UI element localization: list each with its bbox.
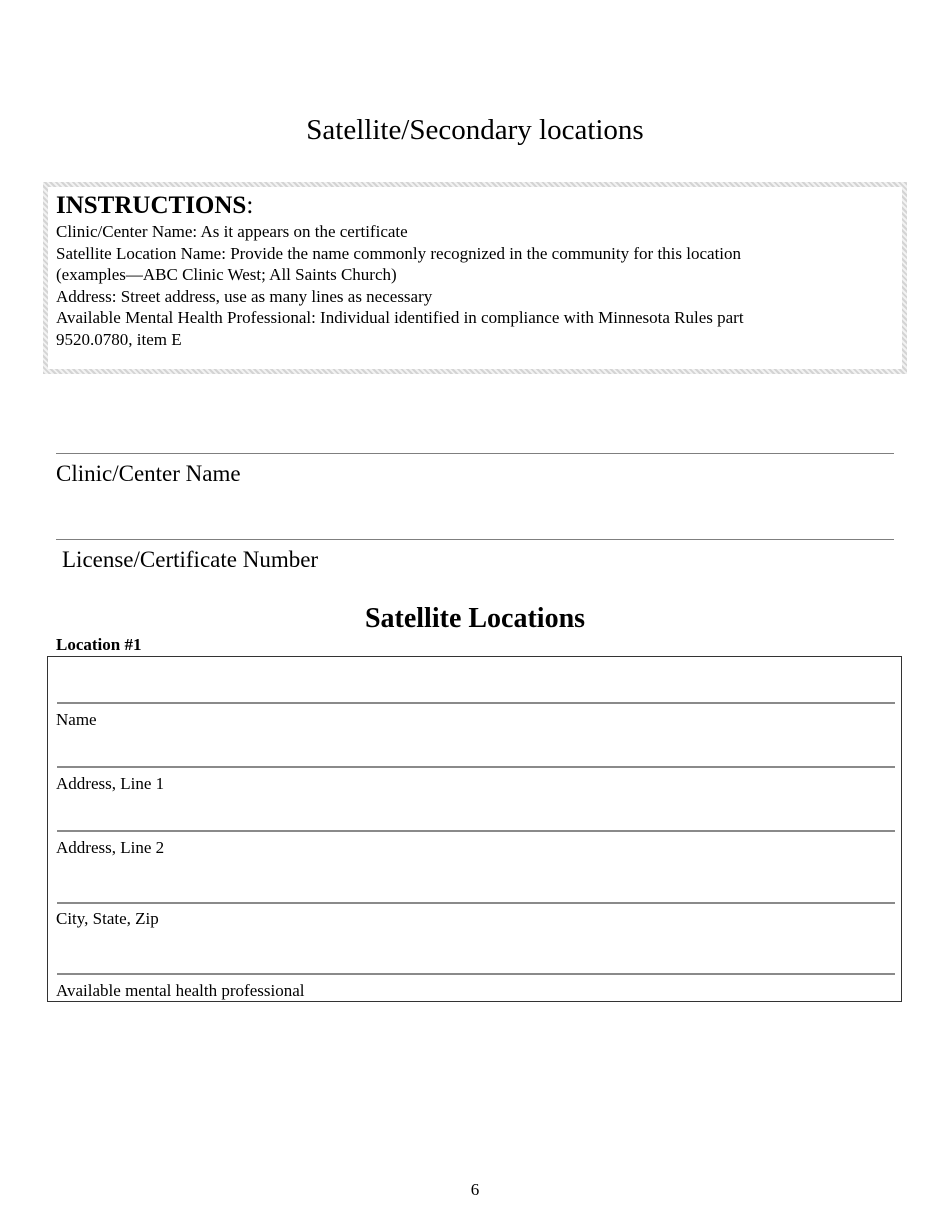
instruction-line-professional: Available Mental Health Professional: Individual identified in compliance with Minnesota Rules part <box>56 308 744 328</box>
instruction-line-clinic-name: Clinic/Center Name: As it appears on the certificate <box>56 222 408 241</box>
page-number: 6 <box>470 1180 480 1199</box>
clinic-name-label: Clinic/Center Name <box>56 461 241 486</box>
address-line-1-line[interactable] <box>57 766 895 768</box>
city-state-zip-line[interactable] <box>57 902 895 904</box>
mental-health-professional-label: Available mental health professional <box>56 981 305 1000</box>
instructions-box <box>43 182 907 374</box>
instructions-heading <box>56 191 902 221</box>
location-name-label: Name <box>56 710 97 729</box>
location-name-line[interactable] <box>57 702 895 704</box>
clinic-name-line[interactable] <box>56 453 894 454</box>
city-state-zip-label: City, State, Zip <box>56 909 159 928</box>
location-1-label: Location #1 <box>56 635 142 654</box>
instruction-line-rule-reference: 9520.0780, item E <box>56 329 182 349</box>
address-line-2-line[interactable] <box>57 830 895 832</box>
instruction-line-satellite-name: Satellite Location Name: Provide the name commonly recognized in the community for this location <box>56 243 742 263</box>
page-title: Satellite/Secondary locations <box>306 114 644 146</box>
instruction-line-address: Address: Street address, use as many lines as necessary <box>56 286 433 306</box>
instructions-heading-colon: : <box>246 192 254 219</box>
instructions-heading-text: INSTRUCTIONS <box>56 192 247 219</box>
location-1-table <box>47 656 902 1002</box>
address-line-1-label: Address, Line 1 <box>56 774 165 793</box>
satellite-locations-title: Satellite Locations <box>364 603 586 634</box>
mental-health-professional-line[interactable] <box>57 973 895 975</box>
address-line-2-label: Address, Line 2 <box>56 838 165 857</box>
instruction-line-satellite-examples: (examples—ABC Clinic West; All Saints Church) <box>56 265 397 285</box>
license-number-label: License/Certificate Number <box>62 547 319 572</box>
license-number-line[interactable] <box>56 539 894 540</box>
